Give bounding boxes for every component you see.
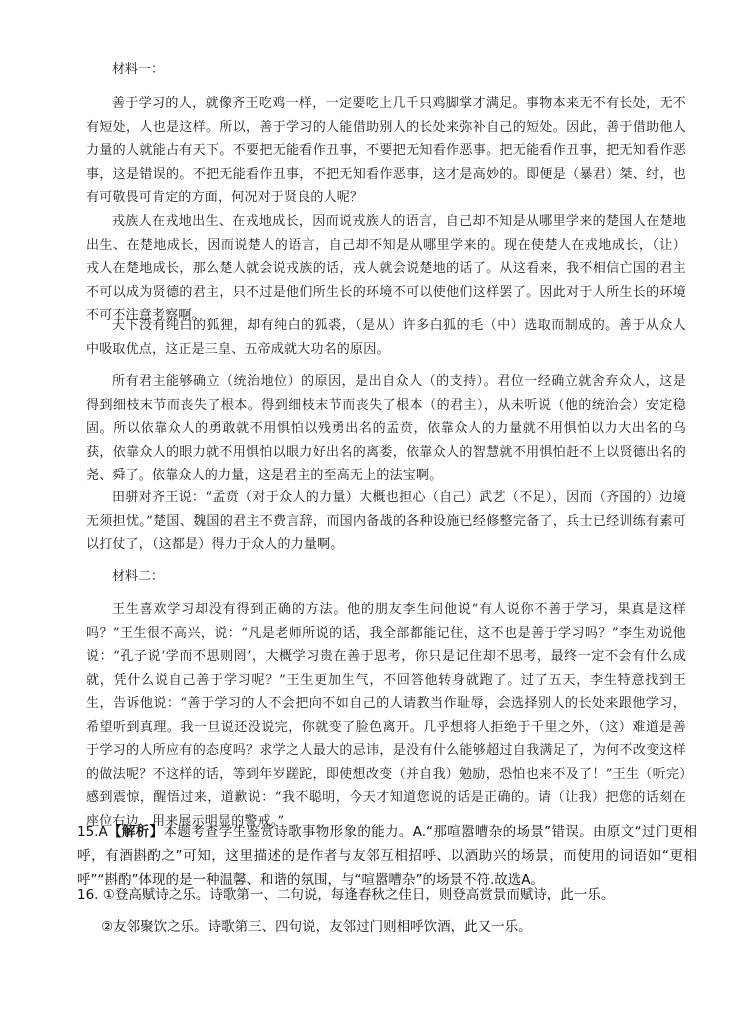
material1-paragraph-4: 所有君主能够确立（统治地位）的原因，是出自众人（的支持）。君位一经确立就舍弃众人，这是得到细枝末节而丧失了根本。得到细枝末节而丧失了根本（的君主），从未听说（他的统治会）安定稳固。所以依靠众人的勇敢就不用惧怕以残勇出名的孟贲，依靠众人的力量就不用惧怕以力大出名的乌获，依靠众人的眼力就不用惧怕以眼力好出名的离娄，依靠众人的智慧就不用惧怕赶不上以贤德出名的尧、舜了。依靠众人的力量，这是君主的至高无上的法宝啊。 xyxy=(86,374,686,483)
q16-item-1: ①登高赋诗之乐。诗歌第一、二句说，每逢春秋之佳日，则登高赏景而赋诗，此一乐。 xyxy=(102,887,615,903)
material1-body xyxy=(86,92,686,210)
material2-paragraph-1: 王生喜欢学习却没有得到正确的方法。他的朋友李生问他说“有人说你不善于学习，果真是这样吗？”王生很不高兴，说：“凡是老师所说的话，我全部都能记住，这不也是善于学习吗？”李生劝说他说：“孔子说‘学而不思则罔’，大概学习贵在善于思考，你只是记住却不思考，最终一定不会有什么成就，凭什么说自己善于学习呢？”王生更加生气，不回答他转身就跑了。过了五天，李生特意找到王生，告诉他说：“善于学习的人不会把向不如自己的人请教当作耻辱，会选择别人的长处来跟他学习，希望听到真理。我一旦说还没说完，你就变了脸色离开。几乎想将人拒绝于千里之外，（这）难道是善于学习的人所应有的态度吗？求学之人最大的忌讳，是没有什么能够超过自我满足了，为何不改变这样的做法呢？不这样的话，等到年岁蹉跎，即使想改变（并自我）勉励，恐怕也来不及了！”王生（听完）感到震惊，醒悟过来，道歉说：“我不聪明，今天才知道您说的话是正确的。请（让我）把您的话刻在座位右边，用来展示明显的警戒。” xyxy=(86,602,686,829)
material2-heading: 材料二： xyxy=(112,569,165,584)
material1-paragraph-1: 善于学习的人，就像齐王吃鸡一样，一定要吃上几千只鸡脚掌才满足。事物本来无不有长处，无不有短处，人也是这样。所以，善于学习的人能借助别人的长处来弥补自己的短处。因此，善于借助他人力量的人就能占有天下。不要把无能看作丑事，不要把无知看作恶事。把无能看作丑事，把无知看作恶事，这是错误的。不把无能看作丑事，不把无知看作恶事，这才是高妙的。即便是（暴君）桀、纣，也有可敬畏可肯定的方面，何况对于贤良的人呢？ xyxy=(86,96,686,205)
material1-paragraph-3: 天下没有纯白的狐狸，却有纯白的狐裘，（是从）许多白狐的毛（中）选取而制成的。善于从众人中吸取优点，这正是三皇、五帝成就大功名的原因。 xyxy=(86,318,686,357)
material1-body-5 xyxy=(86,486,686,557)
material1-body-2 xyxy=(86,210,686,328)
material1-body-3 xyxy=(86,314,686,361)
material1-paragraph-5: 田骈对齐王说：“孟贲（对于众人的力量）大概也担心（自己）武艺（不足），因而（齐国的）边境无须担忧。”楚国、魏国的君主不费言辞，而国内备战的各种设施已经修整完备了，兵士已经训练有素可以打仗了，（这都是）得力于众人的力量啊。 xyxy=(86,490,686,552)
answer-q16 xyxy=(77,883,697,907)
q16-number: 16. xyxy=(77,887,99,903)
answer-q16-item-2-row xyxy=(101,915,701,939)
answer-q15 xyxy=(77,820,697,892)
q15-analysis-tag: 【解析】 xyxy=(107,824,164,840)
material1-heading: 材料一： xyxy=(112,62,165,77)
material1-paragraph-2: 戎族人在戎地出生、在戎地成长，因而说戎族人的语言，自己却不知是从哪里学来的楚国人在楚地出生、在楚地成长，因而说楚人的语言，自己却不知是从哪里学来的。现在使楚人在戎地成长，（让）戎人在楚地成长，那么楚人就会说戎族的话，戎人就会说楚地的话了。从这看来，我不相信亡国的君主不可以成为贤德的君主，只不过是他们所生长的环境不可以使他们这样罢了。因此对于人所生长的环境不可不注意考察啊。 xyxy=(86,214,686,323)
q15-number: 15.A xyxy=(77,824,108,840)
q16-item-2: ②友邻聚饮之乐。诗歌第三、四句说，友邻过门则相呼饮酒，此又一乐。 xyxy=(101,919,532,935)
material1-body-4 xyxy=(86,370,686,488)
material2-body xyxy=(86,598,686,833)
q15-analysis-text: 本题考查学生鉴赏诗歌事物形象的能力。A.“那喧嚣嘈杂的场景”错误。由原文“过门更相呼，有酒斟酌之”可知，这里描述的是作者与友邻互相招呼、以酒助兴的场景，而使用的词语如“更相呼”“斟酌”体现的是一种温馨、和谐的氛围，与“喧嚣嘈杂”的场景不符.故选A。 xyxy=(77,824,697,888)
